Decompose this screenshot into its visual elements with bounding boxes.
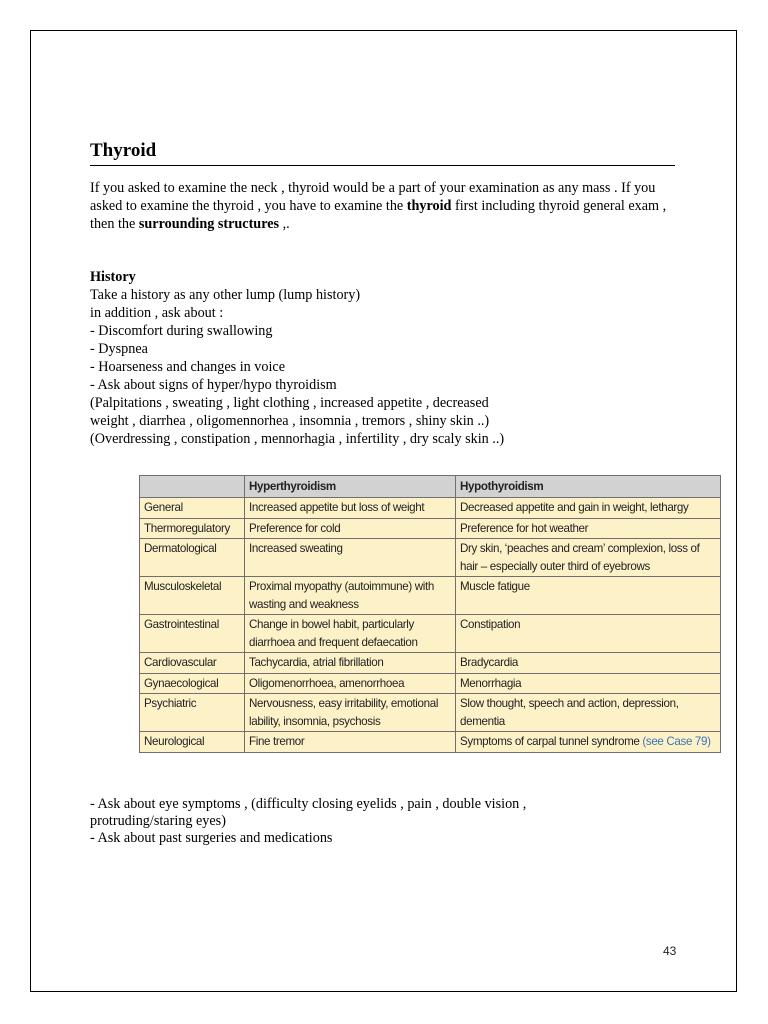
intro-bold-structures: surrounding structures xyxy=(138,216,280,232)
system-cell: Neurological xyxy=(140,732,245,753)
hypo-text: Bradycardia xyxy=(460,656,519,669)
hyper-cell: Proximal myopathy (autoimmune) with wasting and weakness xyxy=(245,577,456,615)
table-header-row xyxy=(140,476,721,498)
hypo-text: Menorrhagia xyxy=(460,676,522,690)
hypo-cell xyxy=(456,653,721,674)
hypo-cell xyxy=(456,498,721,519)
table-row xyxy=(140,653,721,674)
history-line: - Discomfort during swallowing xyxy=(90,323,273,339)
system-cell: General xyxy=(140,498,245,519)
page-number: 43 xyxy=(663,944,677,958)
section-title: Thyroid xyxy=(90,140,675,166)
hypo-text: Muscle fatigue xyxy=(460,580,530,593)
after-line: - Ask about eye symptoms , (difficulty closing eyelids , pain , double vision , protruding/staring eyes) xyxy=(90,796,527,829)
header-hypothyroidism: Hypothyroidism xyxy=(456,476,721,498)
system-cell: Thermoregulatory xyxy=(140,518,245,539)
table-row xyxy=(140,732,721,753)
hypo-cell xyxy=(456,615,721,653)
table-row xyxy=(140,518,721,539)
table-row xyxy=(140,539,721,577)
hypo-cell xyxy=(456,673,721,694)
hypo-text: Preference for hot weather xyxy=(460,521,589,535)
hyper-cell: Oligomenorrhoea, amenorrhoea xyxy=(245,673,456,694)
table-row xyxy=(140,673,721,694)
history-line: (Palpitations , sweating , light clothing , increased appetite , decreased xyxy=(90,395,489,411)
history-heading: History xyxy=(90,269,136,285)
table-row xyxy=(140,498,721,519)
hyper-cell: Fine tremor xyxy=(245,732,456,753)
hyper-cell: Change in bowel habit, particularly diarrhoea and frequent defaecation xyxy=(245,615,456,653)
history-line: - Ask about signs of hyper/hypo thyroidism xyxy=(90,377,337,393)
system-cell: Gastrointestinal xyxy=(140,615,245,653)
hypo-text: Symptoms of carpal tunnel syndrome xyxy=(460,735,643,748)
hyper-cell: Increased appetite but loss of weight xyxy=(245,498,456,519)
history-line: Take a history as any other lump (lump history) xyxy=(90,287,361,303)
hypo-text: Slow thought, speech and action, depression, dementia xyxy=(460,697,679,728)
hypo-cell xyxy=(456,694,721,732)
hypo-text: Constipation xyxy=(460,618,521,631)
eye-symptoms-section xyxy=(90,796,530,847)
hyper-cell: Preference for cold xyxy=(245,518,456,539)
system-cell: Psychiatric xyxy=(140,694,245,732)
hypo-cell xyxy=(456,518,721,539)
history-line: (Overdressing , constipation , mennorhagia , infertility , dry scaly skin ..) xyxy=(90,431,505,447)
hypo-cell xyxy=(456,732,721,753)
table-row xyxy=(140,577,721,615)
table-row xyxy=(140,615,721,653)
intro-bold-thyroid: thyroid xyxy=(406,198,452,214)
intro-text-2: first including thyroid general exam , then the xyxy=(90,198,667,232)
system-cell: Cardiovascular xyxy=(140,653,245,674)
table-row xyxy=(140,694,721,732)
intro-text-1: If you asked to examine the neck , thyroid would be a part of your examination as any mass . If you asked to examine the thyroid , you have to examine the xyxy=(90,180,656,214)
history-line: in addition , ask about : xyxy=(90,305,224,321)
case-reference-link[interactable]: (see Case 79) xyxy=(642,735,711,748)
header-system xyxy=(140,476,245,498)
history-line: - Dyspnea xyxy=(90,341,148,357)
system-cell: Gynaecological xyxy=(140,673,245,694)
history-section xyxy=(90,268,650,448)
thyroid-comparison-table xyxy=(139,475,721,753)
hypo-text: Decreased appetite and gain in weight, lethargy xyxy=(460,501,689,514)
history-line: - Hoarseness and changes in voice xyxy=(90,359,286,375)
intro-paragraph xyxy=(90,179,680,233)
intro-text-3: ,. xyxy=(279,216,290,232)
hypo-cell xyxy=(456,577,721,615)
header-hyperthyroidism: Hyperthyroidism xyxy=(245,476,456,498)
hyper-cell: Tachycardia, atrial fibrillation xyxy=(245,653,456,674)
system-cell: Musculoskeletal xyxy=(140,577,245,615)
hypo-cell xyxy=(456,539,721,577)
hyper-cell: Increased sweating xyxy=(245,539,456,577)
hyper-cell: Nervousness, easy irritability, emotional lability, insomnia, psychosis xyxy=(245,694,456,732)
history-line: weight , diarrhea , oligomennorhea , insomnia , tremors , shiny skin ..) xyxy=(90,413,490,429)
hypo-text: Dry skin, ‘peaches and cream’ complexion, loss of hair – especially outer third of eyebrows xyxy=(460,542,700,573)
after-line: - Ask about past surgeries and medications xyxy=(90,830,333,846)
system-cell: Dermatological xyxy=(140,539,245,577)
